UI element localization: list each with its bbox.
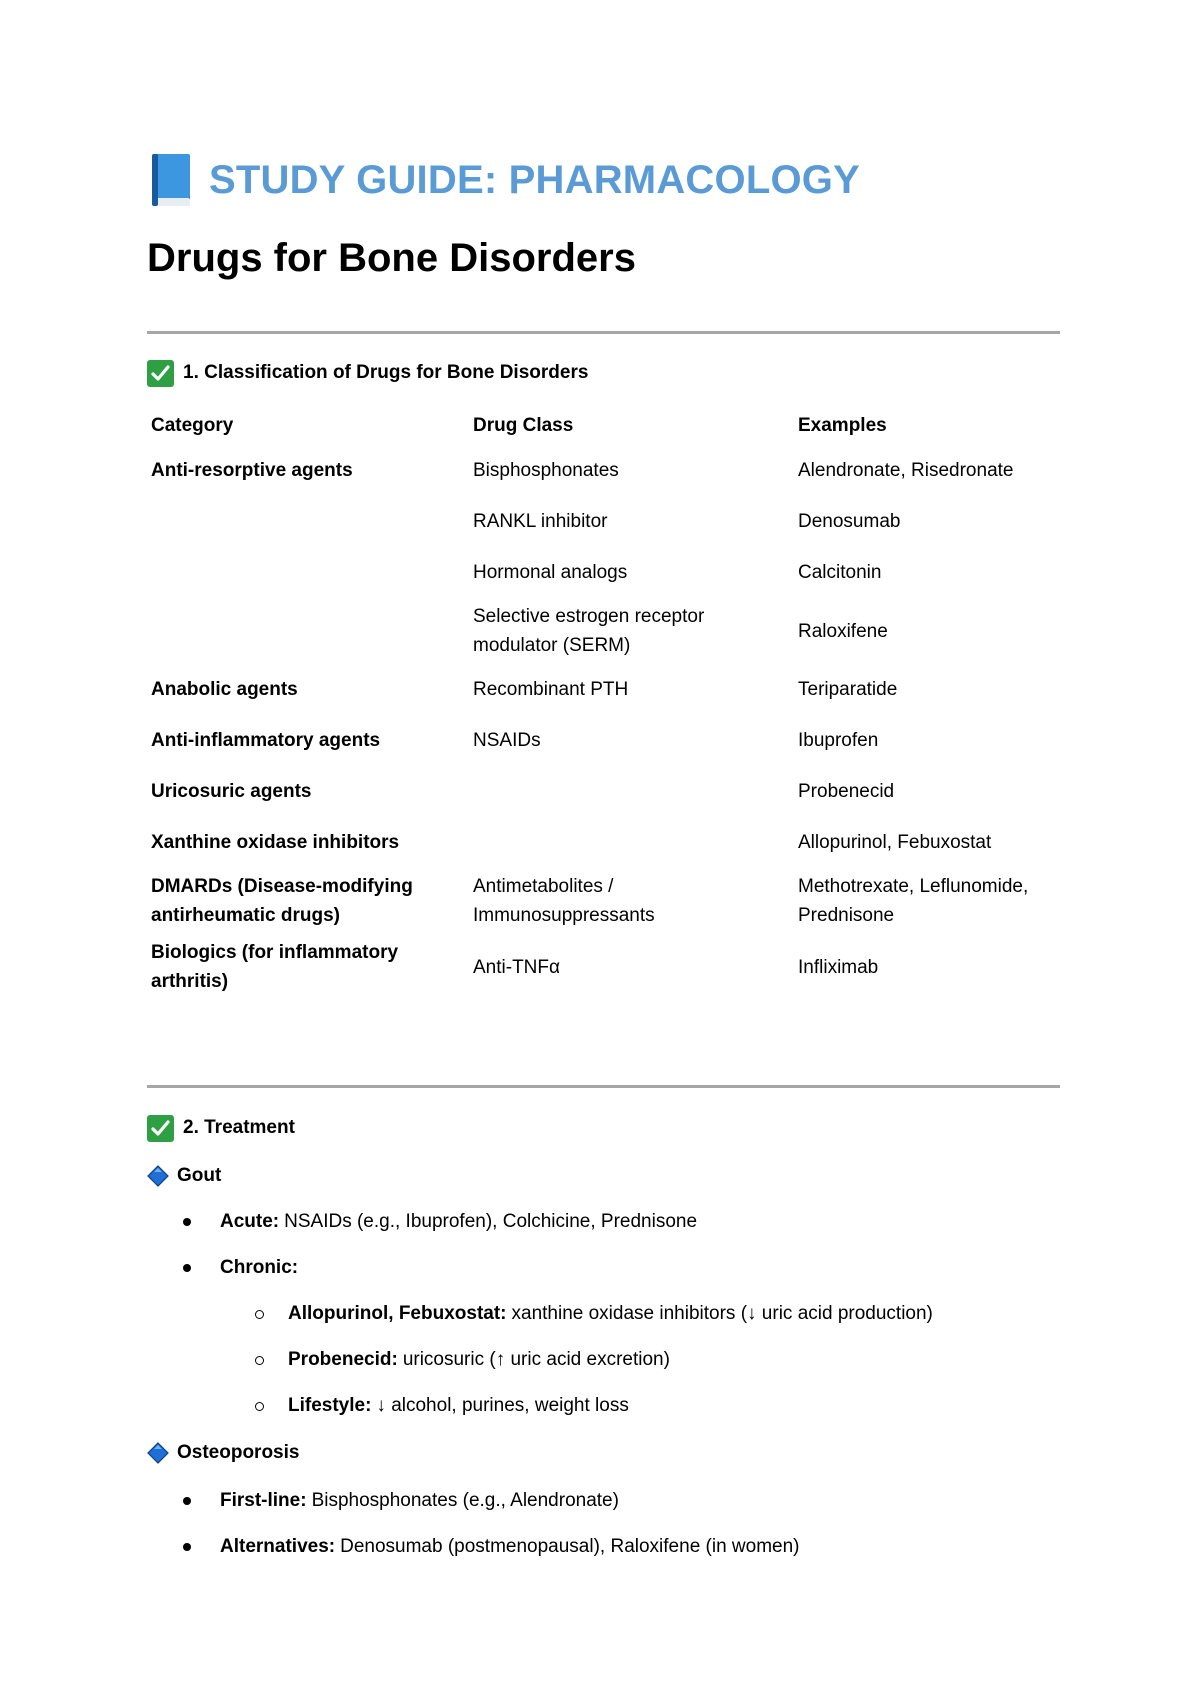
item-text: NSAIDs (e.g., Ibuprofen), Colchicine, Prednisone: [284, 1211, 698, 1232]
item-label: Acute:: [220, 1211, 280, 1232]
subheading-text: Gout: [177, 1165, 222, 1186]
diamond-icon: [147, 1165, 169, 1187]
table-row: [147, 547, 1060, 598]
classification-table: [147, 405, 1060, 1000]
item-label: First-line:: [220, 1490, 307, 1511]
list-item: [183, 1486, 619, 1516]
table-row: [147, 934, 1060, 1000]
book-icon: [147, 152, 193, 208]
category-cell: [147, 598, 469, 664]
subheading-gout: [147, 1161, 221, 1191]
bullet-dot: [183, 1497, 191, 1505]
item-text: Denosumab (postmenopausal), Raloxifene (in women): [340, 1536, 800, 1557]
drug-class-cell: Selective estrogen receptor modulator (SERM): [473, 606, 705, 656]
examples-cell: Calcitonin: [798, 562, 882, 583]
table-row: [147, 817, 1060, 868]
category-cell: [147, 547, 469, 598]
item-text: xanthine oxidase inhibitors (↓ uric acid production): [511, 1303, 933, 1324]
section-heading-text: 2. Treatment: [183, 1117, 295, 1138]
drug-class-cell: Hormonal analogs: [473, 562, 628, 583]
bullet-dot: [183, 1218, 191, 1226]
table-row: [147, 496, 1060, 547]
section-heading-classification: [147, 358, 588, 388]
section-heading-treatment: [147, 1113, 295, 1143]
table-row: [147, 664, 1060, 715]
category-cell: Uricosuric agents: [151, 781, 312, 802]
examples-cell: Raloxifene: [798, 620, 888, 642]
category-cell: Biologics (for inflammatory arthritis): [151, 942, 399, 992]
category-cell: Anabolic agents: [151, 679, 298, 700]
check-icon: [147, 1115, 174, 1142]
category-cell: DMARDs (Disease-modifying antirheumatic drugs): [151, 876, 413, 926]
examples-cell: Allopurinol, Febuxostat: [798, 832, 992, 853]
examples-cell: Denosumab: [798, 511, 901, 532]
bullet-ring: [255, 1310, 264, 1319]
column-header: Drug Class: [473, 414, 574, 436]
item-label: Allopurinol, Febuxostat:: [288, 1303, 507, 1324]
bullet-ring: [255, 1402, 264, 1411]
table-row: [147, 598, 1060, 664]
list-item: [183, 1253, 303, 1283]
sub-list-item: [255, 1391, 629, 1421]
item-text: uricosuric (↑ uric acid excretion): [402, 1349, 670, 1370]
item-text: ↓ alcohol, purines, weight loss: [376, 1395, 629, 1416]
drug-class-cell: [469, 766, 794, 817]
drug-class-cell: [469, 817, 794, 868]
item-label: Probenecid:: [288, 1349, 398, 1370]
bullet-dot: [183, 1543, 191, 1551]
item-label: Alternatives:: [220, 1536, 336, 1557]
drug-class-cell: Antimetabolites / Immunosuppressants: [473, 876, 655, 926]
item-label: Chronic:: [220, 1257, 299, 1278]
guide-title-text: STUDY GUIDE: PHARMACOLOGY: [209, 157, 860, 202]
drug-class-cell: Anti-TNFα: [473, 956, 560, 978]
examples-cell: Ibuprofen: [798, 730, 879, 751]
examples-cell: Teriparatide: [798, 679, 898, 700]
check-icon: [147, 360, 174, 387]
list-item: [183, 1207, 697, 1237]
table-row: [147, 868, 1060, 934]
drug-class-cell: Recombinant PTH: [473, 679, 629, 700]
category-cell: [147, 496, 469, 547]
column-header: Category: [151, 414, 234, 436]
examples-cell: Probenecid: [798, 781, 895, 802]
drug-class-cell: RANKL inhibitor: [473, 511, 608, 532]
sub-list-item: [255, 1345, 670, 1375]
table-row: [147, 766, 1060, 817]
diamond-icon: [147, 1442, 169, 1464]
drug-class-cell: Bisphosphonates: [473, 460, 619, 481]
list-item: [183, 1532, 800, 1562]
category-cell: Anti-inflammatory agents: [151, 730, 381, 751]
table-header-row: [147, 405, 1060, 445]
item-label: Lifestyle:: [288, 1395, 372, 1416]
subheading-osteoporosis: [147, 1438, 299, 1468]
drug-class-cell: NSAIDs: [473, 730, 541, 751]
category-cell: Anti-resorptive agents: [151, 460, 353, 481]
sub-list-item: [255, 1299, 933, 1329]
category-cell: Xanthine oxidase inhibitors: [151, 832, 400, 853]
examples-cell: Alendronate, Risedronate: [798, 460, 1014, 481]
examples-cell: Infliximab: [798, 956, 879, 978]
column-header: Examples: [798, 414, 887, 436]
divider: [147, 1085, 1060, 1088]
bullet-dot: [183, 1264, 191, 1272]
subheading-text: Osteoporosis: [177, 1442, 300, 1463]
page-title: Drugs for Bone Disorders: [147, 236, 636, 280]
table-row: [147, 715, 1060, 766]
section-heading-text: 1. Classification of Drugs for Bone Disorders: [183, 362, 589, 383]
guide-title: [147, 150, 860, 210]
bullet-ring: [255, 1356, 264, 1365]
divider: [147, 331, 1060, 334]
examples-cell: Methotrexate, Leflunomide, Prednisone: [798, 876, 1029, 926]
item-text: Bisphosphonates (e.g., Alendronate): [311, 1490, 619, 1511]
table-row: [147, 445, 1060, 496]
